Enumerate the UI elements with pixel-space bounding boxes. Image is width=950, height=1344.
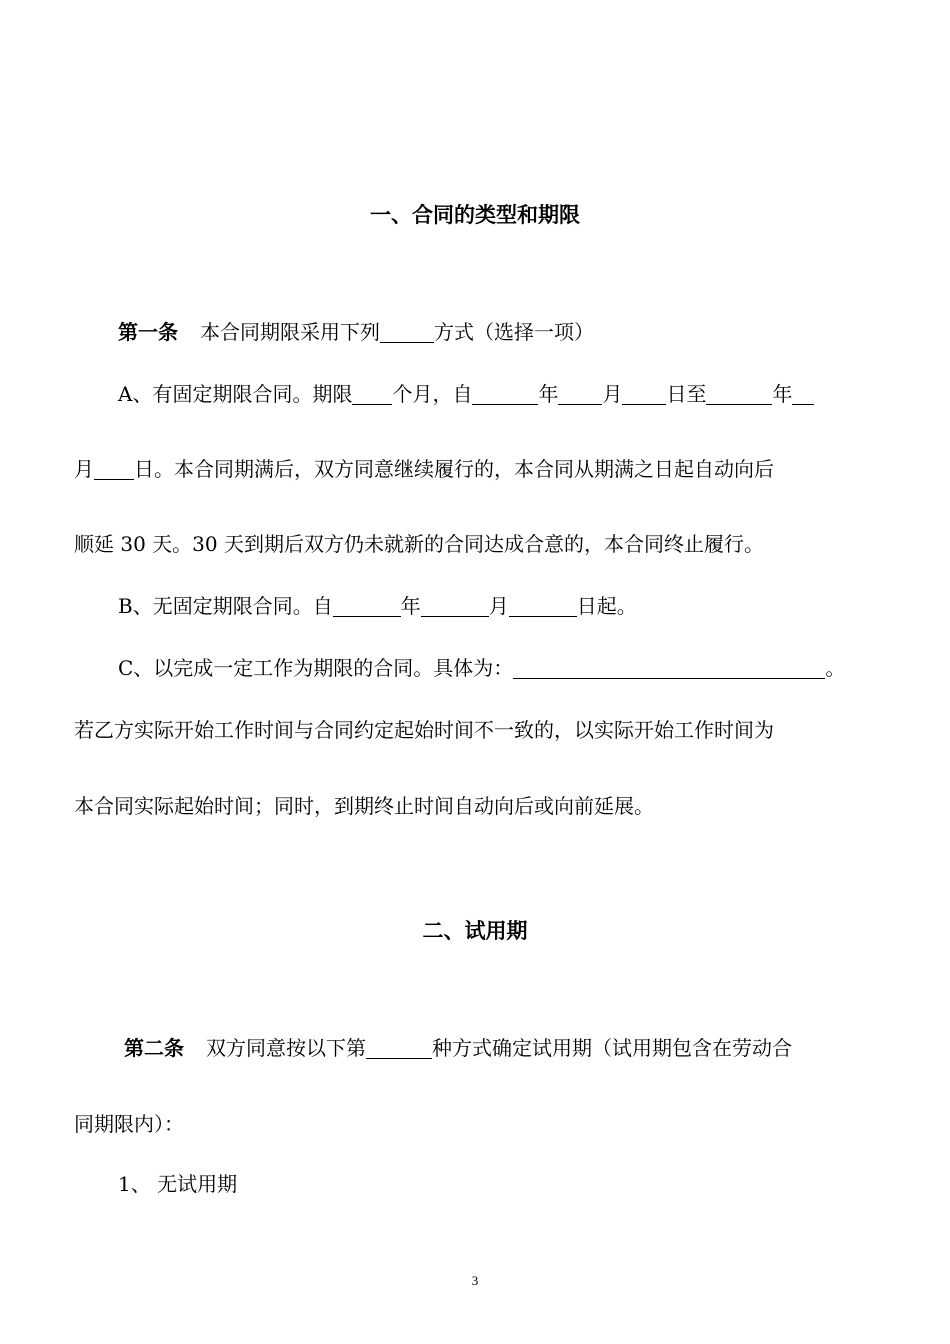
blank-field[interactable] bbox=[352, 384, 392, 405]
article-1-text: 本合同期限采用下列 bbox=[200, 320, 380, 344]
probation-option-1: 1、 无试用期 bbox=[118, 1172, 238, 1196]
option-a-text: 日。本合同期满后，双方同意继续履行的，本合同从期满之日起自动向后 bbox=[134, 457, 774, 481]
blank-field[interactable] bbox=[706, 384, 772, 405]
option-a-text: 年 bbox=[772, 382, 793, 406]
blank-field[interactable] bbox=[366, 1038, 432, 1059]
article-2-text: 种方式确定试用期（试用期包含在劳动合 bbox=[432, 1036, 792, 1060]
article-2-label: 第二条 bbox=[124, 1036, 184, 1060]
option-a-text: 月 bbox=[602, 382, 623, 406]
blank-field[interactable] bbox=[509, 596, 577, 617]
blank-field[interactable] bbox=[792, 384, 814, 405]
paragraph-start-time-line-2: 本合同实际起始时间；同时，到期终止时间自动向后或向前延展。 bbox=[74, 794, 654, 818]
option-b-text: 日起。 bbox=[576, 594, 637, 618]
blank-field[interactable] bbox=[513, 658, 825, 679]
article-1-line bbox=[118, 318, 594, 346]
article-1-label: 第一条 bbox=[118, 320, 178, 344]
option-a-line-2 bbox=[74, 455, 774, 483]
option-a-text: 年 bbox=[538, 382, 559, 406]
blank-field[interactable] bbox=[380, 322, 434, 343]
blank-field[interactable] bbox=[333, 596, 401, 617]
page-number: 3 bbox=[471, 1273, 479, 1288]
option-c-text: C、以完成一定工作为期限的合同。具体为： bbox=[118, 656, 514, 680]
blank-field[interactable] bbox=[472, 384, 538, 405]
blank-field[interactable] bbox=[558, 384, 602, 405]
article-2-text: 双方同意按以下第 bbox=[206, 1036, 366, 1060]
option-a-text: A、有固定期限合同。期限 bbox=[118, 382, 353, 406]
option-b-text: 年 bbox=[400, 594, 421, 618]
paragraph-start-time-line-1: 若乙方实际开始工作时间与合同约定起始时间不一致的，以实际开始工作时间为 bbox=[74, 718, 774, 742]
option-a-line-1 bbox=[118, 380, 814, 408]
blank-field[interactable] bbox=[94, 459, 134, 480]
article-2-line bbox=[124, 1034, 792, 1062]
option-b-text: B、无固定期限合同。自 bbox=[118, 594, 333, 618]
option-a-text: 个月，自 bbox=[392, 382, 473, 406]
section-heading-probation: 二、试用期 bbox=[422, 919, 528, 943]
option-c-text: 。 bbox=[825, 656, 846, 680]
option-a-text: 月 bbox=[74, 457, 94, 481]
option-b-line bbox=[118, 592, 637, 620]
blank-field[interactable] bbox=[622, 384, 666, 405]
option-a-text: 日至 bbox=[666, 382, 707, 406]
article-1-text-suffix: 方式（选择一项） bbox=[434, 320, 594, 344]
option-b-text: 月 bbox=[488, 594, 509, 618]
section-heading-contract-type: 一、合同的类型和期限 bbox=[370, 203, 580, 227]
option-c-line bbox=[118, 654, 845, 682]
option-a-line-3: 顺延 30 天。30 天到期后双方仍未就新的合同达成合意的，本合同终止履行。 bbox=[74, 532, 764, 556]
blank-field[interactable] bbox=[421, 596, 489, 617]
article-2-line-2: 同期限内）： bbox=[74, 1112, 184, 1136]
